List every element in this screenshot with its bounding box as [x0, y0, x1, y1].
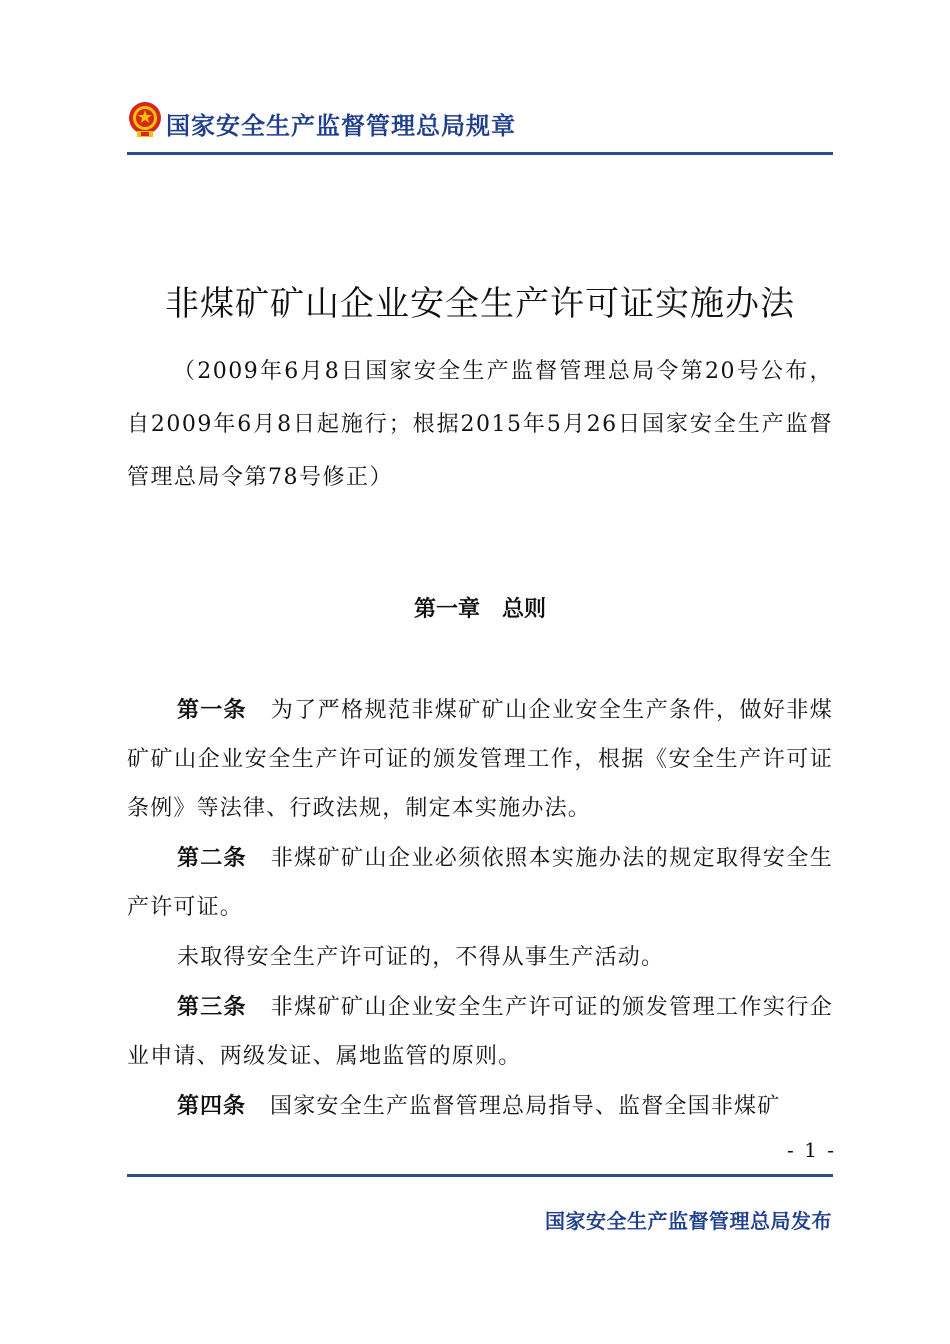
article-2-clause	[127, 933, 833, 982]
footer-rule	[127, 1174, 833, 1177]
article-text: 国家安全生产监督管理总局指导、监督全国非煤矿	[270, 1094, 781, 1119]
article-label: 第四条	[177, 1094, 247, 1119]
header-rule	[127, 152, 833, 155]
article-text: 未取得安全生产许可证的，不得从事生产活动。	[177, 945, 665, 970]
document-body	[127, 686, 833, 1132]
national-emblem-icon	[127, 101, 163, 139]
article-text: 非煤矿矿山企业必须依照本实施办法的规定取得安全生产许可证。	[127, 846, 833, 920]
footer-publisher: 国家安全生产监督管理总局发布	[545, 1209, 832, 1233]
document-title: 非煤矿矿山企业安全生产许可证实施办法	[165, 284, 795, 324]
article-label: 第二条	[177, 846, 247, 871]
article-3	[127, 983, 833, 1081]
article-text: 为了严格规范非煤矿矿山企业安全生产条件，做好非煤矿矿山企业安全生产许可证的颁发管理工作，根据《安全生产许可证条例》等法律、行政法规，制定本实施办法。	[127, 698, 833, 821]
article-label: 第三条	[177, 995, 247, 1020]
header-title: 国家安全生产监督管理总局规章	[166, 112, 516, 140]
article-2	[127, 834, 833, 932]
page-number: - 1 -	[787, 1138, 836, 1162]
article-4	[127, 1082, 833, 1131]
article-1	[127, 686, 833, 833]
chapter-heading: 第一章 总则	[413, 597, 546, 622]
article-label: 第一条	[177, 698, 247, 723]
article-text: 非煤矿矿山企业安全生产许可证的颁发管理工作实行企业申请、两级发证、属地监管的原则。	[127, 995, 833, 1069]
document-note: （2009年6月8日国家安全生产监督管理总局令第20号公布，自2009年6月8日起施行；根据2015年5月26日国家安全生产监督管理总局令第78号修正）	[127, 359, 833, 490]
